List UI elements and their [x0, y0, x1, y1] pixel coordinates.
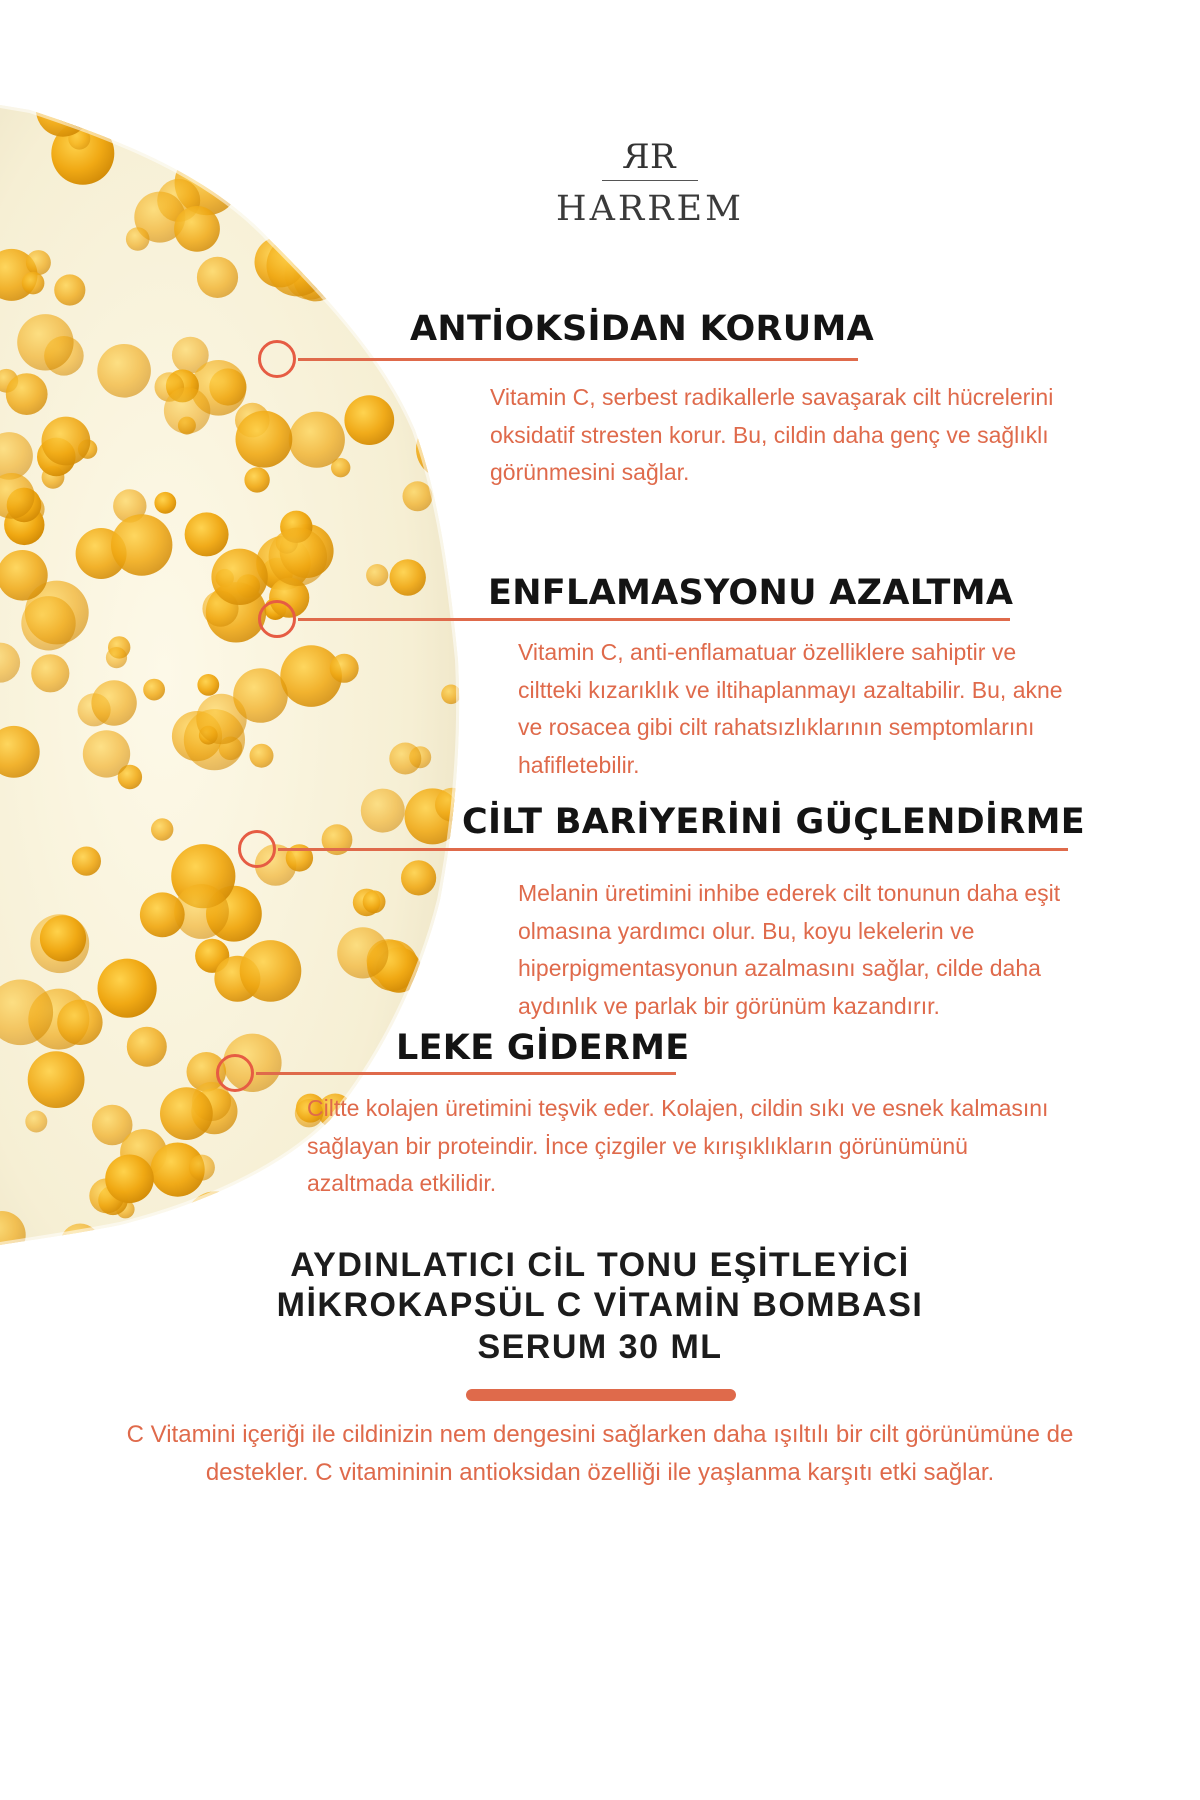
benefit-desc-barrier: Melanin üretimini inhibe ederek cilt tonunun daha eşit olmasına yardımcı olur. Bu, koyu lekelerin ve hiperpigmentasyonun azalmasını sağlar, cilde daha aydınlık ve parlak bir görünüm kazandırır. — [518, 880, 1061, 1019]
logo-divider — [602, 180, 698, 181]
capsule-bead — [244, 467, 269, 492]
capsule-bead — [237, 1183, 259, 1205]
capsule-bead — [197, 674, 219, 696]
capsule-bead — [361, 789, 405, 833]
capsule-bead — [332, 269, 356, 293]
capsule-bead — [145, 117, 166, 138]
capsule-bead — [275, 177, 312, 214]
capsule-bead — [6, 373, 48, 415]
capsule-bead — [244, 106, 278, 140]
capsule-bead — [430, 81, 463, 114]
capsule-bead — [359, 241, 385, 267]
capsule-bead — [40, 915, 86, 961]
capsule-bead — [174, 206, 220, 252]
capsule-bead — [298, 95, 317, 114]
capsule-bead — [330, 654, 359, 683]
capsule-bead — [31, 654, 69, 692]
capsule-bead — [28, 1051, 85, 1108]
capsule-bead — [127, 1027, 167, 1067]
capsule-bead — [98, 959, 157, 1018]
benefit-desc-inflammation: Vitamin C, anti-enflamatuar özelliklere sahiptir ve ciltteki kızarıklık ve iltihaplanmayı azaltabilir. Bu, akne ve rosacea gibi cilt rahatsızlıklarının semptomlarını hafifletebilir. — [518, 639, 1063, 778]
capsule-bead — [344, 395, 394, 445]
product-title-line-2: MİKROKAPSÜL C VİTAMİN BOMBASI — [276, 1286, 924, 1324]
capsule-bead — [363, 890, 386, 913]
benefit-connector-3 — [278, 848, 1068, 851]
capsule-bead — [319, 100, 343, 124]
capsule-bead — [185, 512, 229, 556]
capsule-bead — [288, 163, 330, 205]
capsule-bead — [57, 1000, 102, 1045]
capsule-bead — [54, 274, 85, 305]
capsule-bead — [126, 227, 150, 251]
benefit-marker-1 — [258, 340, 296, 378]
capsule-bead — [280, 200, 302, 222]
benefit-title-barrier: CİLT BARİYERİNİ GÜÇLENDİRME — [462, 802, 1085, 842]
capsule-bead — [301, 85, 329, 113]
benefit-title-inflammation: ENFLAMASYONU AZALTMA — [488, 573, 1014, 613]
capsule-bead — [22, 272, 45, 295]
benefit-desc-spot: Ciltte kolajen üretimini teşvik eder. Kolajen, cildin sıkı ve esnek kalmasını sağlayan bir proteindir. İnce çizgiler ve kırışıklıkların görünümünü azaltmada etkilidir. — [307, 1095, 1049, 1196]
capsule-bead — [111, 514, 172, 575]
benefit-connector-2 — [298, 618, 1010, 621]
capsule-bead — [26, 250, 51, 275]
capsule-bead — [72, 847, 101, 876]
capsule-bead — [105, 1155, 154, 1204]
benefit-desc-antioxidant: Vitamin C, serbest radikallerle savaşarak cilt hücrelerini oksidatif stresten korur. Bu, cildin daha genç ve sağlıklı görünmesini sağlar. — [490, 384, 1054, 485]
product-title-line-1: AYDINLATICI CİL TONU EŞİTLEYİCİ — [290, 1246, 910, 1284]
capsule-bead — [211, 549, 267, 605]
benefit-marker-2 — [258, 600, 296, 638]
capsule-bead — [449, 90, 472, 113]
capsule-bead — [143, 679, 165, 701]
capsule-bead — [366, 564, 388, 586]
capsule-bead — [389, 743, 421, 775]
title-underline — [466, 1389, 736, 1401]
benefit-connector-4 — [256, 1072, 676, 1075]
capsule-bead — [21, 596, 75, 650]
benefit-marker-3 — [238, 830, 276, 868]
capsule-bead — [106, 647, 127, 668]
capsule-bead — [236, 411, 293, 468]
benefit-connector-1 — [298, 358, 858, 361]
capsule-bead — [267, 235, 329, 297]
capsule-bead — [42, 417, 91, 466]
capsule-bead — [49, 69, 107, 127]
capsule-bead — [401, 860, 436, 895]
capsule-bead — [17, 314, 73, 370]
capsule-bead — [337, 927, 388, 978]
benefit-title-spot: LEKE GİDERME — [396, 1028, 690, 1068]
product-title-line-3: SERUM 30 ML — [477, 1328, 723, 1366]
brand-logo — [520, 138, 780, 229]
capsule-bead — [289, 412, 345, 468]
capsule-bead — [91, 680, 136, 725]
capsule-bead — [373, 286, 408, 321]
capsule-bead — [160, 1087, 213, 1140]
benefit-title-antioxidant: ANTİOKSİDAN KORUMA — [410, 309, 874, 349]
capsule-bead — [428, 163, 486, 221]
capsule-bead — [197, 257, 238, 298]
product-description: C Vitamini içeriği ile cildinizin nem dengesini sağlarken daha ışıltılı bir cilt görünümüne de destekler. C vitamininin antioksidan özelliği ile yaşlanma karşıtı etki sağlar. — [126, 1421, 1074, 1486]
capsule-bead — [140, 892, 185, 937]
capsule-bead — [217, 140, 248, 171]
brand-monogram: RR — [632, 137, 668, 177]
capsule-bead — [164, 387, 210, 433]
capsule-bead — [151, 818, 173, 840]
capsule-bead — [83, 730, 130, 777]
capsule-bead — [403, 481, 433, 511]
capsule-bead — [97, 344, 151, 398]
brand-name: HARREM — [556, 189, 744, 229]
capsule-bead — [390, 559, 426, 595]
benefit-marker-4 — [216, 1054, 254, 1092]
capsule-bead — [429, 454, 468, 493]
capsule-bead — [233, 668, 288, 723]
capsule-bead — [250, 744, 274, 768]
capsule-bead — [240, 940, 302, 1002]
capsule-bead — [269, 528, 327, 586]
capsule-bead — [25, 1111, 47, 1133]
capsule-bead — [154, 492, 176, 514]
capsule-bead — [189, 1155, 215, 1181]
